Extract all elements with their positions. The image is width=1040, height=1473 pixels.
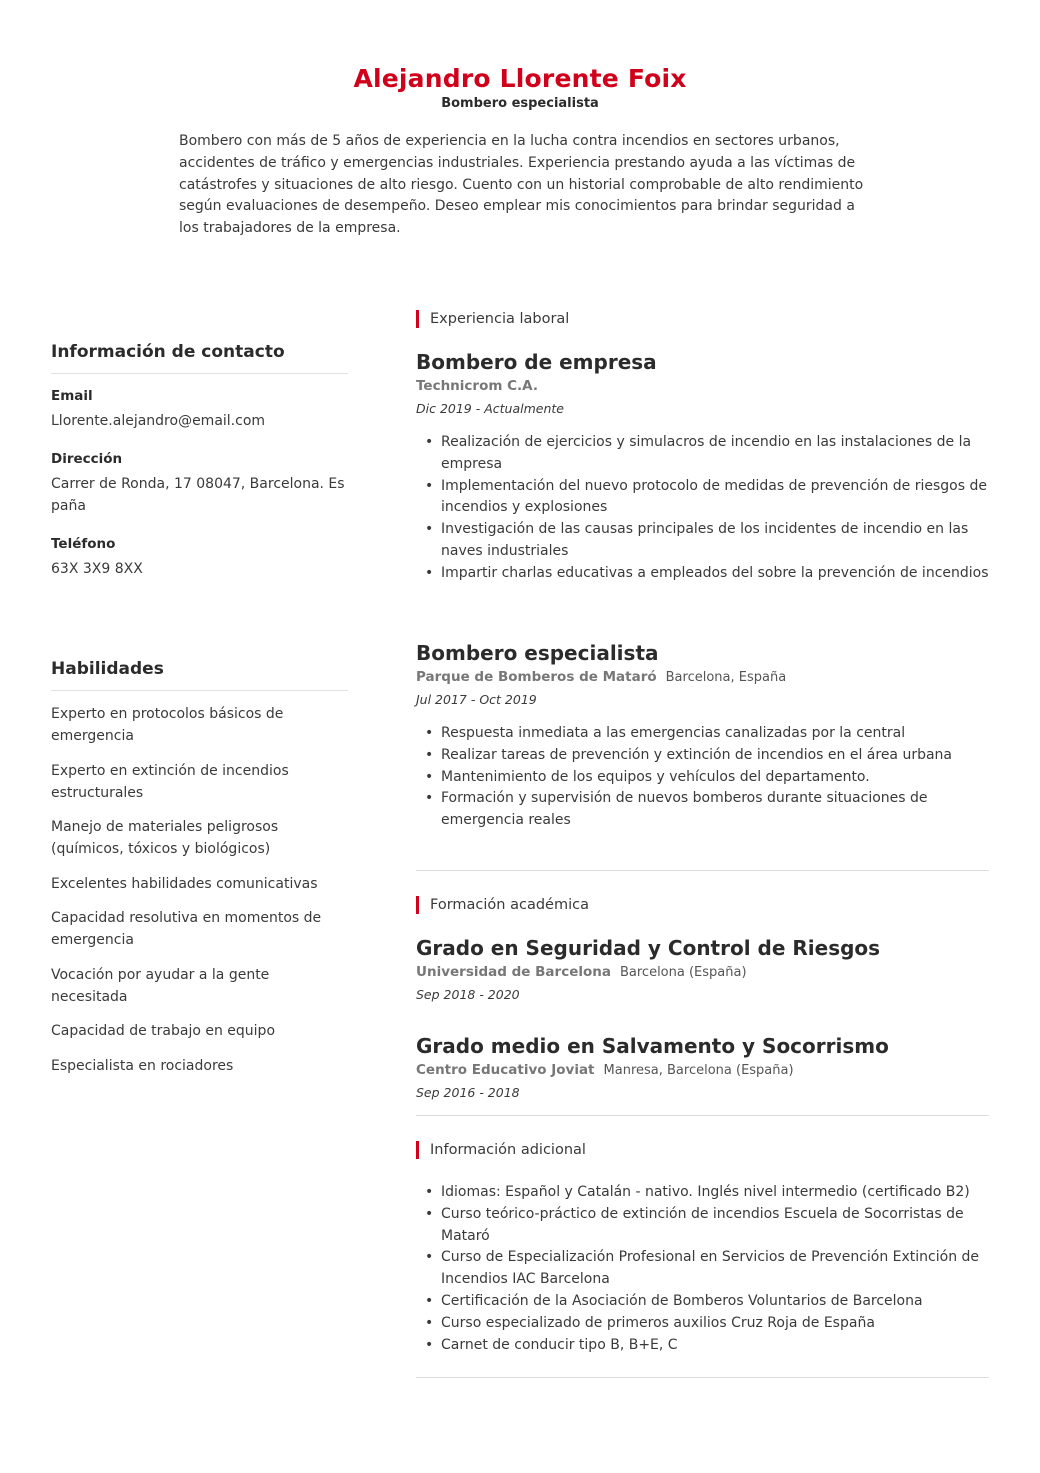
duty-item: • Formación y supervisión de nuevos bomberos durante situaciones de emergencia reales xyxy=(416,788,990,832)
school-line xyxy=(416,964,990,980)
section-divider xyxy=(416,870,989,871)
section-divider xyxy=(416,1377,989,1378)
company-label: Parque de Bomberos de Mataró xyxy=(416,669,657,685)
additional-heading: Información adicional xyxy=(416,1141,990,1159)
school-name: Centro Educativo Joviat xyxy=(416,1062,595,1078)
additional-item: • Idiomas: Español y Catalán - nativo. Inglés nivel intermedio (certificado B2) xyxy=(416,1182,990,1204)
additional-item: • Carnet de conducir tipo B, B+E, C xyxy=(416,1335,990,1357)
additional-item: • Curso de Especialización Profesional en Servicios de Prevención Extinción de Incendios IAC Barcelona xyxy=(416,1247,990,1291)
school-location: Barcelona (España) xyxy=(619,965,747,980)
education-dates: Sep 2018 - 2020 xyxy=(416,987,520,1002)
skill-item: Manejo de materiales peligrosos (químicos, tóxicos y biológicos) xyxy=(51,819,279,857)
candidate-name: Alejandro Llorente Foix xyxy=(353,64,687,93)
phone-value: 63X 3X9 8XX xyxy=(51,561,143,577)
address-label: Dirección xyxy=(51,451,123,467)
additional-item: • Certificación de la Asociación de Bomberos Voluntarios de Barcelona xyxy=(416,1291,990,1313)
education-dates: Sep 2016 - 2018 xyxy=(416,1085,520,1100)
skill-item: Experto en extinción de incendios estructurales xyxy=(51,762,289,801)
education-heading: Formación académica xyxy=(416,896,990,914)
email-value: Llorente.alejandro@email.com xyxy=(51,413,266,429)
additional-list xyxy=(416,1182,990,1356)
job-entry xyxy=(416,641,990,832)
skill-item: Capacidad de trabajo en equipo xyxy=(51,1023,276,1039)
contact-heading: Información de contacto xyxy=(51,342,348,374)
additional-item: • Curso especializado de primeros auxilios Cruz Roja de España xyxy=(416,1313,990,1335)
duty-item: • Implementación del nuevo protocolo de medidas de prevención de riesgos de incendios y explosiones xyxy=(416,476,990,520)
skill-item: Capacidad resolutiva en momentos de emergencia xyxy=(51,910,322,948)
contact-section xyxy=(51,342,348,580)
duty-item: • Impartir charlas educativas a empleados del sobre la prevención de incendios xyxy=(416,563,990,585)
education-section xyxy=(416,896,990,914)
job-location: Barcelona, España xyxy=(665,670,787,685)
degree-title: Grado en Seguridad y Control de Riesgos xyxy=(416,936,881,960)
duty-item: • Realización de ejercicios y simulacros de incendio en las instalaciones de la empresa xyxy=(416,432,990,476)
job-dates: Jul 2017 - Oct 2019 xyxy=(416,692,537,707)
duty-item: • Investigación de las causas principales de los incidentes de incendio en las naves industriales xyxy=(416,519,990,563)
school-name: Universidad de Barcelona xyxy=(416,964,611,980)
duty-item: • Mantenimiento de los equipos y vehículos del departamento. xyxy=(416,767,990,789)
experience-section xyxy=(416,310,990,328)
email-label: Email xyxy=(51,388,93,404)
degree-title: Grado medio en Salvamento y Socorrismo xyxy=(416,1034,889,1058)
job-title: Bombero de empresa xyxy=(416,350,657,374)
company-name xyxy=(416,669,990,685)
duty-item: • Respuesta inmediata a las emergencias canalizadas por la central xyxy=(416,723,990,745)
education-entry xyxy=(416,936,990,1002)
skills-heading: Habilidades xyxy=(51,659,348,691)
job-duties xyxy=(416,432,990,585)
duty-item: • Realizar tareas de prevención y extinción de incendios en el área urbana xyxy=(416,745,990,767)
company-name xyxy=(416,378,990,394)
section-divider xyxy=(416,1115,989,1116)
address-value: Carrer de Ronda, 17 08047, Barcelona. España xyxy=(51,476,345,514)
job-title: Bombero especialista xyxy=(416,641,659,665)
skill-item: Experto en protocolos básicos de emergencia xyxy=(51,706,284,744)
additional-entry xyxy=(416,1182,990,1356)
profile-summary: Bombero con más de 5 años de experiencia en la lucha contra incendios en sectores urbanos, accidentes de tráfico y emergencias industriales. Experiencia prestando ayuda a las víctimas de catástrofes y situaciones de alto riesgo. Cuento con un historial comprobable de alto rendimiento según evaluaciones de desempeño. Deseo emplear mis conocimientos para brindar seguridad a los trabajadores de la empresa. xyxy=(179,133,864,237)
experience-heading: Experiencia laboral xyxy=(416,310,990,328)
school-location: Manresa, Barcelona (España) xyxy=(603,1063,794,1078)
skill-item: Excelentes habilidades comunicativas xyxy=(51,875,318,892)
company-label: Technicrom C.A. xyxy=(416,378,538,394)
additional-section xyxy=(416,1141,990,1159)
school-line xyxy=(416,1062,990,1078)
additional-item: • Curso teórico-práctico de extinción de incendios Escuela de Socorristas de Mataró xyxy=(416,1204,990,1248)
job-title-headline: Bombero especialista xyxy=(441,96,599,111)
job-dates: Dic 2019 - Actualmente xyxy=(416,401,564,416)
skill-item: Especialista en rociadores xyxy=(51,1057,234,1074)
skills-section xyxy=(51,659,348,1089)
job-entry xyxy=(416,350,990,585)
phone-label: Teléfono xyxy=(51,536,116,552)
education-entry xyxy=(416,1034,990,1100)
job-duties xyxy=(416,723,990,832)
skill-item: Vocación por ayudar a la gente necesitada xyxy=(51,966,270,1005)
